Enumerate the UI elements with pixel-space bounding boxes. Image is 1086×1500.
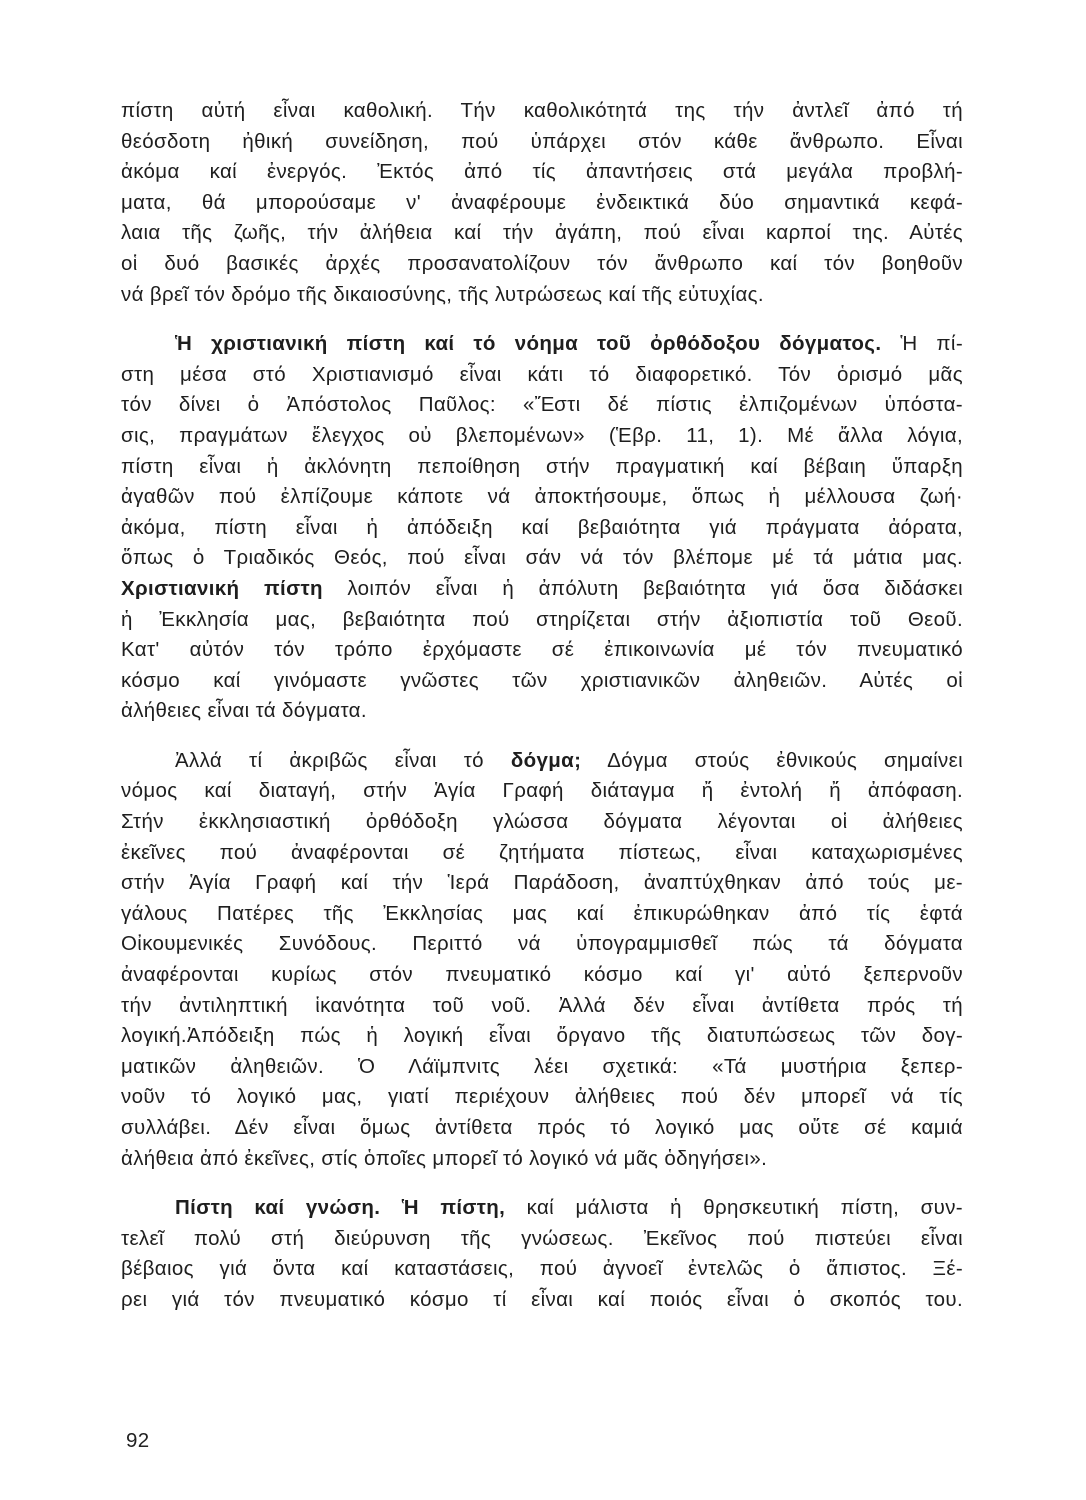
text-line (121, 1193, 963, 1224)
text-line (121, 1254, 963, 1285)
text-run: πίστη εἶναι ἡ ἀκλόνητη πεποίθηση στήν πραγματική καί βέβαιη ὕπαρξη (121, 454, 963, 478)
text-line (121, 899, 963, 930)
text-run: κόσμο καί γινόμαστε γνῶστες τῶν χριστιανικῶν ἀληθειῶν. Αὐτές οἱ (121, 668, 963, 692)
text-line (121, 1224, 963, 1255)
text-run: Ἡ πί- (881, 332, 964, 356)
text-run: Ἀλλά τί ἀκριβῶς εἶναι τό (175, 748, 511, 772)
text-run: γάλους Πατέρες τῆς Ἐκκλησίας μας καί ἐπικυρώθηκαν ἀπό τίς ἑφτά (121, 901, 963, 925)
text-run: ἀκόμα, πίστη εἶναι ἡ ἀπόδειξη καί βεβαιότητα γιά πράγματα ἀόρατα, (121, 515, 963, 539)
book-page-text (121, 96, 963, 1316)
paragraph (121, 96, 963, 310)
text-run: τελεῖ πολύ στή διεύρυνση τῆς γνώσεως. Ἐκεῖνος πού πιστεύει εἶναι (121, 1226, 963, 1250)
text-run: ἀναφέρονται κυρίως στόν πνευματικό κόσμο καί γι' αὐτό ξεπερνοῦν (121, 963, 963, 987)
text-run: ἐκεῖνες πού ἀναφέρονται σέ ζητήματα πίστεως, εἶναι καταχωρισμένες (121, 840, 963, 864)
text-line (121, 929, 963, 960)
text-line (121, 157, 963, 188)
text-run: ἀκόμα καί ἐνεργός. Ἐκτός ἀπό τίς ἀπαντήσεις στά μεγάλα προβλή- (121, 160, 963, 184)
text-line (121, 96, 963, 127)
text-line (121, 543, 963, 574)
text-run: τήν ἀντιληπτική ἱκανότητα τοῦ νοῦ. Ἀλλά δέν εἶναι ἀντίθετα πρός τή (121, 993, 963, 1017)
text-line (121, 421, 963, 452)
text-line (121, 696, 963, 727)
text-run: λογική.Ἀπόδειξη πώς ἡ λογική εἶναι ὄργανο τῆς διατυπώσεως τῶν δογ- (121, 1024, 963, 1048)
text-run: ἀγαθῶν πού ἐλπίζουμε κάποτε νά ἀποκτήσουμε, ὅπως ἡ μέλλουσα ζωή· (121, 485, 963, 509)
text-line (121, 1082, 963, 1113)
text-line (121, 360, 963, 391)
page-number: 92 (126, 1429, 150, 1452)
text-line (121, 1144, 963, 1175)
text-run: πίστη αὐτή εἶναι καθολική. Τήν καθολικότητά της τήν ἀντλεῖ ἀπό τή (121, 99, 963, 122)
text-run: ματικῶν ἀληθειῶν. Ὁ Λάϊμπνιτς λέει σχετικά: «Τά μυστήρια ξεπερ- (121, 1054, 963, 1078)
text-line (121, 513, 963, 544)
text-run: συλλάβει. Δέν εἶναι ὅμως ἀντίθετα πρός τό λογικό μας οὔτε σέ καμιά (121, 1116, 963, 1139)
text-line (121, 807, 963, 838)
bold-text: Πίστη καί γνώση. Ἡ πίστη, (175, 1196, 506, 1220)
text-line (121, 1052, 963, 1083)
text-run: ὅπως ὁ Τριαδικός Θεός, πού εἶναι σάν νά τόν βλέπομε μέ τά μάτια μας. (121, 546, 963, 570)
text-line (121, 868, 963, 899)
text-line (121, 776, 963, 807)
paragraph (121, 746, 963, 1174)
paragraph-gap (121, 1174, 963, 1193)
text-run: στήν Ἁγία Γραφή καί τήν Ἱερά Παράδοση, ἀναπτύχθηκαν ἀπό τούς με- (121, 871, 963, 895)
text-run: σις, πραγμάτων ἔλεγχος οὐ βλεπομένων» (Ἑβρ. 11, 1). Μέ ἄλλα λόγια, (121, 423, 963, 447)
text-line (121, 218, 963, 249)
text-line (121, 746, 963, 777)
text-line (121, 574, 963, 605)
paragraph (121, 329, 963, 727)
text-run: Κατ' αὐτόν τόν τρόπο ἐρχόμαστε σέ ἐπικοινωνία μέ τόν πνευματικό (121, 638, 963, 662)
text-line (121, 482, 963, 513)
text-run: Δόγμα στούς ἐθνικούς σημαίνει (581, 748, 963, 772)
text-run: Στήν ἐκκλησιαστική ὀρθόδοξη γλώσσα δόγματα λέγονται οἱ ἀλήθειες (121, 810, 963, 834)
text-line (121, 188, 963, 219)
text-run: λοιπόν εἶναι ἡ ἀπόλυτη βεβαιότητα γιά ὅσα διδάσκει (322, 576, 963, 600)
bold-text: Χριστιανική πίστη (121, 576, 323, 600)
text-line (121, 280, 963, 311)
text-line (121, 249, 963, 280)
text-run: θεόσδοτη ἠθική συνείδηση, πού ὑπάρχει στόν κάθε ἄνθρωπο. Εἶναι (121, 129, 963, 153)
text-line (121, 605, 963, 636)
text-line (121, 991, 963, 1022)
text-run: λαια τῆς ζωῆς, τήν ἀλήθεια καί τήν ἀγάπη, πού εἶναι καρποί της. Αὐτές (121, 221, 963, 245)
text-run: νόμος καί διαταγή, στήν Ἁγία Γραφή διάταγμα ἤ ἐντολή ἤ ἀπόφαση. (121, 779, 963, 803)
text-run: νά βρεῖ τόν δρόμο τῆς δικαιοσύνης, τῆς λυτρώσεως καί τῆς εὐτυχίας. (121, 282, 764, 306)
bold-text: δόγμα; (510, 748, 582, 772)
text-line (121, 127, 963, 158)
text-line (121, 635, 963, 666)
text-run: ἀλήθεια ἀπό ἐκεῖνες, στίς ὁποῖες μπορεῖ τό λογικό νά μᾶς ὁδηγήσει». (121, 1146, 768, 1170)
text-run: βέβαιος γιά ὄντα καί καταστάσεις, πού ἀγνοεῖ ἐντελῶς ὁ ἄπιστος. Ξέ- (121, 1257, 963, 1281)
bold-text: Ἡ χριστιανική πίστη καί τό νόημα τοῦ ὀρθόδοξου δόγματος. (175, 332, 882, 356)
text-line (121, 838, 963, 869)
paragraph-gap (121, 727, 963, 746)
text-run: ἀλήθειες εἶναι τά δόγματα. (121, 699, 367, 723)
paragraph (121, 1193, 963, 1315)
text-run: οἱ δυό βασικές ἀρχές προσανατολίζουν τόν ἄνθρωπο καί τόν βοηθοῦν (121, 251, 963, 275)
text-run: καί μάλιστα ἡ θρησκευτική πίστη, συν- (505, 1196, 963, 1220)
text-run: ἡ Ἐκκλησία μας, βεβαιότητα πού στηρίζεται στήν ἀξιοπιστία τοῦ Θεοῦ. (121, 607, 963, 631)
text-line (121, 390, 963, 421)
text-line (121, 1285, 963, 1316)
text-line (121, 960, 963, 991)
paragraph-gap (121, 310, 963, 329)
text-run: τόν δίνει ὁ Ἀπόστολος Παῦλος: «Ἔστι δέ πίστις ἐλπιζομένων ὑπόστα- (121, 393, 963, 417)
text-line (121, 1021, 963, 1052)
text-line (121, 666, 963, 697)
text-line (121, 329, 963, 360)
text-run: νοῦν τό λογικό μας, γιατί περιέχουν ἀλήθειες πού δέν μπορεῖ νά τίς (121, 1085, 963, 1109)
text-run: στη μέσα στό Χριστιανισμό εἶναι κάτι τό διαφορετικό. Τόν ὁρισμό μᾶς (121, 362, 963, 386)
text-run: ματα, θά μπορούσαμε ν' ἀναφέρουμε ἐνδεικτικά δύο σημαντικά κεφά- (121, 190, 963, 214)
text-line (121, 1113, 963, 1144)
text-line (121, 452, 963, 483)
text-run: ρει γιά τόν πνευματικό κόσμο τί εἶναι καί ποιός εἶναι ὁ σκοπός του. (121, 1287, 963, 1311)
text-run: Οἰκουμενικές Συνόδους. Περιττό νά ὑπογραμμισθεῖ πώς τά δόγματα (121, 932, 963, 956)
